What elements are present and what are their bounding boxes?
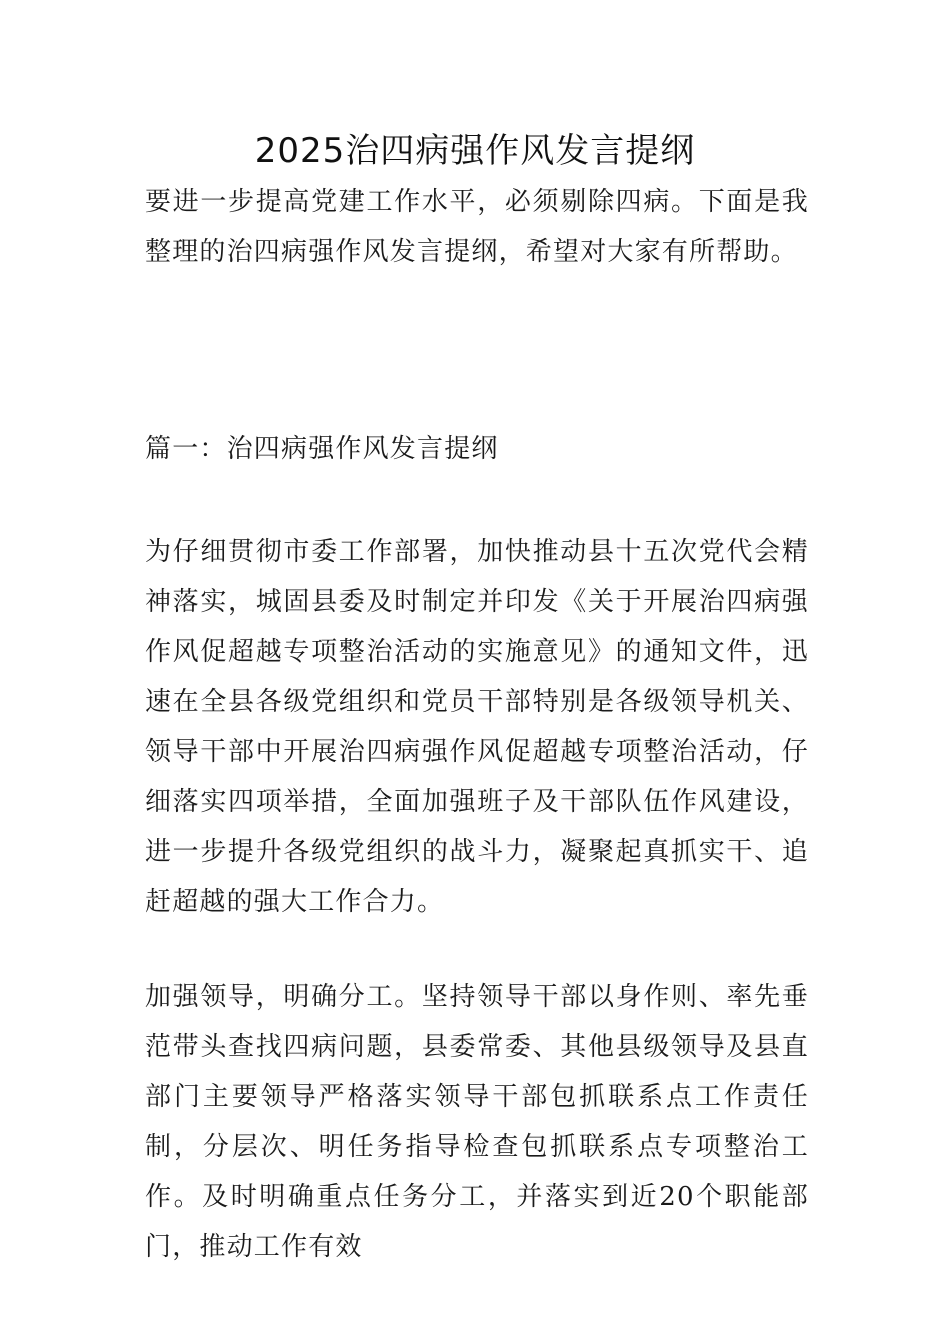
body-paragraph-2: 加强领导，明确分工。坚持领导干部以身作则、率先垂范带头查找四病问题，县委常委、其他县级领导及县直部门主要领导严格落实领导干部包抓联系点工作责任制，分层次、明任务指导检查包抓联系点专项整治工作。及时明确重点任务分工，并落实到近20个职能部门，推动工作有效: [145, 982, 809, 1262]
intro-paragraph: 要进一步提高党建工作水平，必须剔除四病。下面是我整理的治四病强作风发言提纲，希望对大家有所帮助。: [145, 187, 809, 267]
body-paragraph-1: 为仔细贯彻市委工作部署，加快推动县十五次党代会精神落实，城固县委及时制定并印发《关于开展治四病强作风促超越专项整治活动的实施意见》的通知文件，迅速在全县各级党组织和党员干部特别是各级领导机关、领导干部中开展治四病强作风促超越专项整治活动，仔细落实四项举措，全面加强班子及干部队伍作风建设，进一步提升各级党组织的战斗力，凝聚起真抓实干、追赶超越的强大工作合力。: [145, 537, 809, 917]
section-heading: 篇一：治四病强作风发言提纲: [145, 434, 499, 464]
document-title: 2025治四病强作风发言提纲: [254, 131, 696, 171]
